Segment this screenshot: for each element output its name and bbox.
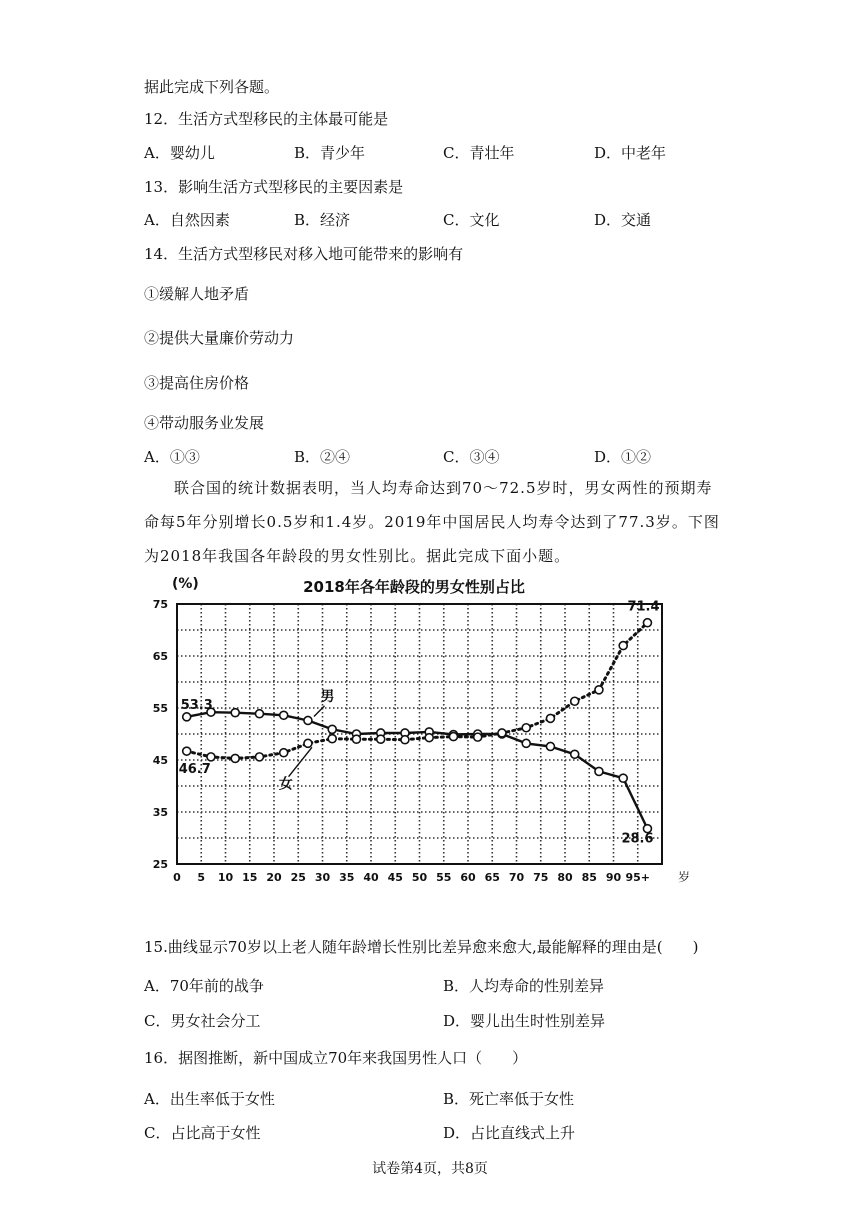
x-tick-label: 40: [363, 871, 379, 884]
q16-option-b[interactable]: B．死亡率低于女性: [443, 1090, 575, 1108]
x-axis-label: 岁: [678, 870, 691, 884]
data-point-female: [522, 724, 530, 732]
q16-option-a[interactable]: A．出生率低于女性: [144, 1090, 275, 1108]
data-point-female: [474, 733, 482, 741]
passage: [144, 471, 722, 573]
data-point-male: [571, 750, 579, 758]
data-point-female: [328, 735, 336, 743]
q15-option-d[interactable]: D．婴儿出生时性别差异: [443, 1012, 606, 1030]
y-axis-label: (%): [172, 576, 199, 592]
y-tick-label: 65: [152, 650, 168, 663]
chart-grid: [177, 604, 662, 864]
intro-text: 据此完成下列各题。: [144, 78, 280, 96]
q15-option-b[interactable]: B．人均寿命的性别差异: [443, 977, 605, 995]
data-point-male: [595, 767, 603, 775]
q13-stem: 13．影响生活方式型移民的主要因素是: [144, 178, 404, 196]
data-point-female: [207, 753, 215, 761]
data-point-female: [449, 733, 457, 741]
q12-option-b[interactable]: B．青少年: [294, 144, 366, 162]
x-tick-label: 35: [339, 871, 355, 884]
x-tick-label: 0: [173, 871, 181, 884]
q14-option-a[interactable]: A．①③: [144, 448, 200, 466]
data-point-male: [546, 742, 554, 750]
sex-ratio-chart: [144, 568, 704, 888]
x-tick-label: 25: [290, 871, 306, 884]
x-tick-label: 95+: [625, 871, 651, 884]
q14-option-d[interactable]: D．①②: [594, 448, 652, 466]
data-label: 28.6: [621, 831, 654, 847]
data-point-female: [255, 753, 263, 761]
data-point-male: [619, 774, 627, 782]
q14-item-1: ①缓解人地矛盾: [144, 285, 250, 303]
data-point-male: [522, 739, 530, 747]
q16-stem: 16．据图推断，新中国成立70年来我国男性人口（ ）: [144, 1049, 528, 1067]
page-footer: 试卷第4页，共8页: [372, 1161, 488, 1177]
q15-stem: 15.曲线显示70岁以上老人随年龄增长性别比差异愈来愈大,最能解释的理由是( ): [144, 938, 699, 956]
passage-text: 联合国的统计数据表明，当人均寿命达到70～72.5岁时，男女两性的预期寿命每5年分别增长0.5岁和1.4岁。2019年中国居民人均寿令达到了77.3岁。下图为2018年我国各年龄段的男女性别比。据此完成下面小题。: [144, 479, 720, 565]
y-tick-label: 75: [152, 598, 168, 611]
q13-option-b[interactable]: B．经济: [294, 211, 351, 229]
x-tick-label: 75: [533, 871, 549, 884]
q13-option-d[interactable]: D．交通: [594, 211, 652, 229]
x-tick-label: 20: [266, 871, 282, 884]
q15-option-c[interactable]: C．男女社会分工: [144, 1012, 261, 1030]
x-tick-label: 90: [605, 871, 622, 884]
y-tick-label: 25: [152, 858, 168, 871]
q14-option-c[interactable]: C．③④: [443, 448, 500, 466]
q12-option-a[interactable]: A．婴幼儿: [144, 144, 215, 162]
q14-stem: 14．生活方式型移民对移入地可能带来的影响有: [144, 245, 464, 263]
data-label: 53.3: [180, 697, 213, 713]
data-point-male: [231, 709, 239, 717]
q16-option-c[interactable]: C．占比高于女性: [144, 1124, 261, 1142]
data-point-male: [304, 716, 312, 724]
x-tick-label: 15: [242, 871, 258, 884]
q13-option-a[interactable]: A．自然因素: [144, 211, 230, 229]
male-leader-line: [314, 706, 325, 717]
q14-item-3: ③提高住房价格: [144, 374, 250, 392]
series-line-female: [187, 623, 648, 759]
data-point-male: [183, 713, 191, 721]
x-tick-label: 30: [314, 871, 331, 884]
data-point-female: [595, 686, 603, 694]
x-tick-label: 80: [557, 871, 573, 884]
data-label: 46.7: [178, 762, 211, 778]
data-point-female: [571, 697, 579, 705]
data-point-female: [304, 739, 312, 747]
chart-series: [180, 619, 652, 833]
series-label-male: 男: [320, 689, 335, 706]
q14-option-b[interactable]: B．②④: [294, 448, 351, 466]
data-point-female: [619, 642, 627, 650]
data-point-female: [352, 735, 360, 743]
data-point-female: [231, 754, 239, 762]
data-point-male: [280, 711, 288, 719]
data-point-female: [546, 714, 554, 722]
data-point-male: [255, 710, 263, 718]
x-tick-label: 60: [460, 871, 476, 884]
female-leader-line: [289, 747, 312, 776]
q16-option-d[interactable]: D．占比直线式上升: [443, 1124, 576, 1142]
q14-item-2: ②提供大量廉价劳动力: [144, 329, 295, 347]
x-tick-label: 10: [217, 871, 234, 884]
data-point-female: [643, 619, 651, 627]
y-tick-label: 55: [152, 702, 168, 715]
q12-stem: 12．生活方式型移民的主体最可能是: [144, 110, 389, 128]
q15-option-a[interactable]: A．70年前的战争: [144, 977, 264, 995]
data-point-female: [425, 734, 433, 742]
q13-option-c[interactable]: C．文化: [443, 211, 500, 229]
x-tick-label: 55: [436, 871, 452, 884]
q14-item-4: ④带动服务业发展: [144, 414, 265, 432]
q12-option-c[interactable]: C．青壮年: [443, 144, 515, 162]
data-label: 71.4: [627, 599, 660, 615]
series-label-female: 女: [278, 776, 293, 793]
data-point-female: [377, 735, 385, 743]
data-point-female: [183, 747, 191, 755]
x-tick-label: 70: [508, 871, 525, 884]
data-point-female: [401, 736, 409, 744]
x-tick-label: 45: [387, 871, 403, 884]
data-point-male: [328, 725, 336, 733]
data-point-female: [498, 729, 506, 737]
data-point-female: [280, 749, 288, 757]
x-tick-label: 85: [581, 871, 597, 884]
x-tick-label: 50: [411, 871, 428, 884]
q12-option-d[interactable]: D．中老年: [594, 144, 667, 162]
x-tick-label: 65: [484, 871, 500, 884]
y-tick-label: 45: [152, 754, 168, 767]
chart-title: 2018年各年龄段的男女性别占比: [303, 578, 525, 596]
x-tick-label: 5: [197, 871, 206, 884]
series-line-male: [187, 712, 648, 828]
y-tick-label: 35: [152, 806, 168, 819]
